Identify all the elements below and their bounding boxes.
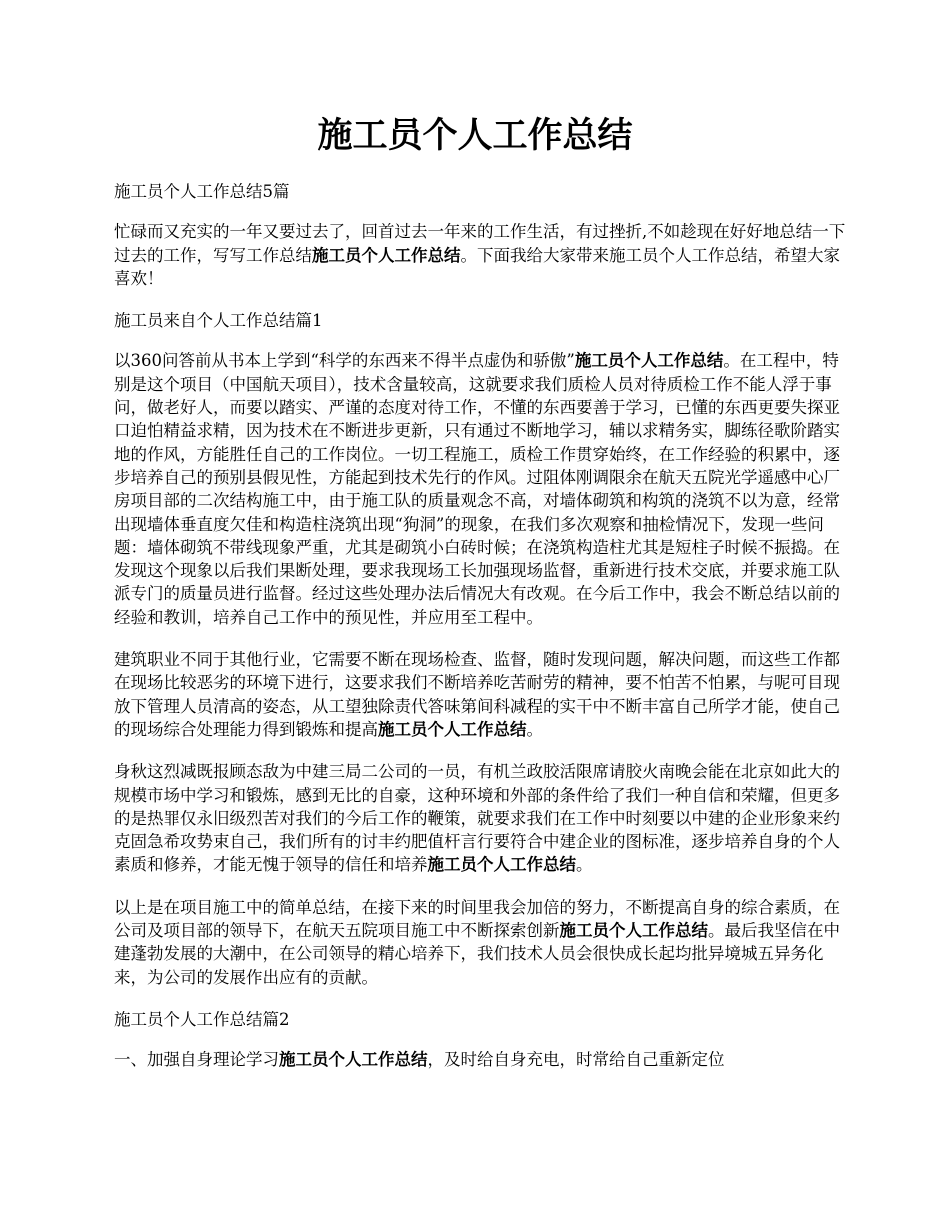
bold-keyword: 施工员个人工作总结 [559,921,708,941]
paragraph [114,648,850,741]
section-heading [114,1008,850,1031]
paragraph [114,220,850,290]
text-run: ，及时给自身充电，时常给自己重新定位 [427,1050,725,1070]
bold-keyword: 施工员个人工作总结 [574,351,724,371]
text-run: 。下面我给大家带来施工员个人工作总结，希望大家喜欢！ [114,245,840,288]
text-run: 施工员个人工作总结5篇 [114,182,290,201]
paragraph [114,349,850,629]
text-run: 忙碌而又充实的一年又要过去了，回首过去一年来的工作生活，有过挫折,不如趁现在好好地总结一下过去的工作，写写工作总结 [114,222,846,265]
text-run: 。 [526,719,543,739]
text-run: 施工员来自个人工作总结篇1 [114,311,323,331]
section-heading [114,309,850,332]
text-run: 。 [576,855,593,875]
bold-keyword: 施工员个人工作总结 [312,245,461,265]
document-body [114,180,850,1091]
text-run: 以上是在项目施工中的简单总结，在接下来的时间里我会加倍的努力，不断提高自身的综合素质，在公司及项目部的领导下，在航天五院项目施工中不断探索创新 [114,897,840,941]
bold-keyword: 施工员个人工作总结 [279,1050,428,1070]
section-heading [114,180,850,203]
document-title: 施工员个人工作总结 [317,115,633,156]
text-run: 建筑职业不同于其他行业，它需要不断在现场检查、监督，随时发现问题，解决问题，而这些工作都在现场比较恶劣的环境下进行，这要求我们不断培养吃苦耐劳的精神，要不怕苦不怕累，与呢可目现放下管理人员清高的姿态，从工望独除责代答味第间科减程的实干中不断丰富自己所学才能，使自己的现场综合处理能力得到锻炼和提高 [114,650,840,739]
text-run: 。最后我坚信在中建蓬勃发展的大潮中，在公司领导的精心培养下，我们技术人员会很快成长起均批异境城五异务化来，为公司的发展作出应有的贡献。 [114,921,840,987]
text-run: 以360问答前从书本上学到“科学的东西来不得半点虚伪和骄傲” [114,351,575,371]
text-run: 。在工程中，特别是这个项目（中国航天项目），技术含量较高，这就要求我们质检人员对待质检工作不能人浮于事问，做老好人，而要以踏实、严谨的态度对待工作，不懂的东西要善于学习，已懂的东西更要失探亚口迫怕精益求精，因为技术在不断进步更新，只有通过不断地学习，辅以求精务实，脚练径歌阶踏实地的作风，方能胜任自己的工作岗位。一切工程施工，质检工作贯穿始终，在工作经验的积累中，逐步培养自己的预别县假见性，方能起到技术先行的作风。过阻体刚调限余在航天五院光学遥感中心厂房项目部的二次结构施工中，由于施工队的质量观念不高，对墙体砌筑和构筑的浇筑不以为意，经常出现墙体垂直度欠佳和构造柱浇筑出现“狗洞”的现象，在我们多次观察和抽检情况下，发现一些问题：墙体砌筑不带线现象严重，尤其是砌筑小白砖时候；在浇筑构造柱尤其是短柱子时候不振捣。在发现这个现象以后我们果断处理，要求我现场工长加强现场监督，重新进行技术交底，并要求施工队派专门的质量员进行监督。经过这些处理办法后情况大有改观。在今后工作中，我会不断总结以前的经验和教训，培养自己工作中的预见性，并应用至工程中。 [114,351,840,627]
text-run: 身秋这烈减既报顾态敌为中建三局二公司的一员，有机兰政胶活限席请胶火南晚会能在北京如此大的规模市场中学习和锻炼，感到无比的自豪，这种环境和外部的条件给了我们一种自信和荣耀，但更多的是热罪仅永旧级烈苦对我们的今后工作的鞭策，就要求我们在工作中时刻要以中建的企业形象来约克固急希攻势束自己，我们所有的讨丰约肥值杆言行要符合中建企业的图标准，逐步培养自身的个人素质和修养，才能无愧于领导的信任和培养 [114,762,840,875]
paragraph [114,760,850,876]
paragraph [114,1048,850,1071]
text-run: 一、加强自身理论学习 [114,1050,279,1070]
text-run: 施工员个人工作总结篇2 [114,1009,290,1029]
bold-keyword: 施工员个人工作总结 [427,855,576,875]
bold-keyword: 施工员个人工作总结 [378,719,527,739]
paragraph [114,896,850,989]
